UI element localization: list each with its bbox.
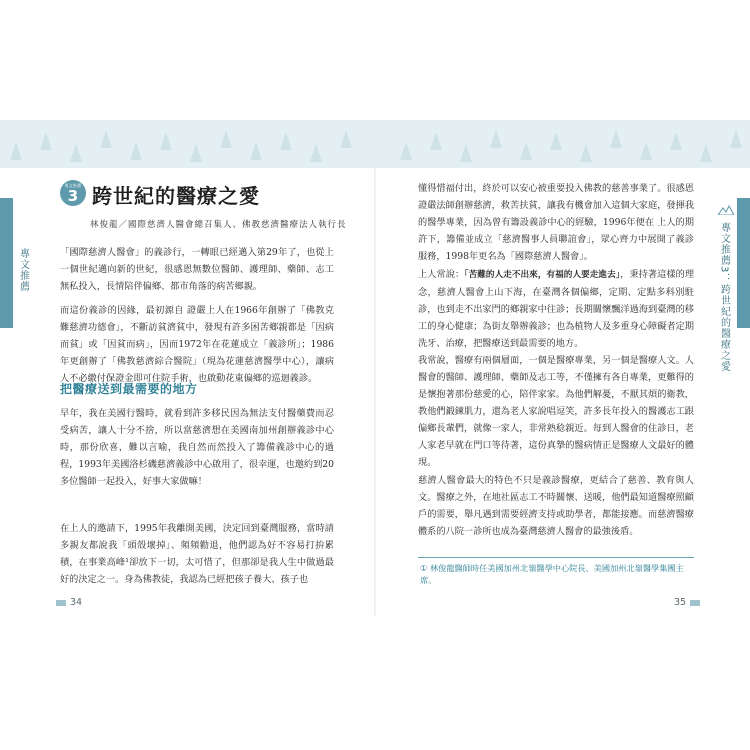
paragraph: 懂得惜福付出，終於可以安心被重要投入佛教的慈善事業了。很感恩證嚴法師創辦慈濟，救苦扶貧，讓我有機會加入這個大家庭，發揮我的醫學專業，因為曾有籌設義診中心的經驗，1996年便在 上人的期許下，籌備並成立「慈濟醫事人員聯誼會」，眾心齊力中展開了義診服務，1998年更名為「國際慈濟人醫會」。 bbox=[418, 183, 694, 262]
badge-label: 專文推薦 bbox=[64, 183, 82, 188]
paragraph: 「國際慈濟人醫會」的義診行，一轉眼已經邁入第29年了，也從上一個世紀邁向新的世紀，很感恩無數位醫師、護理師、藥師、志工無私投入，長情陪伴偏鄉、都市角落的病苦鄉親。 bbox=[60, 247, 334, 292]
paragraph: 我常說，醫療有兩個層面，一個是醫療專業，另一個是醫療人文。人醫會的醫師、護理師、藥師及志工等，不僅擁有各自專業，更難得的是懷抱著那份慈愛的心，陪伴家家。為他們解憂，不厭其煩的衛教，教他們鍛鍊肌力，還為老人家說唱逗笑，許多長年投入的醫護志工跟偏鄉長輩們，就像一家人，非常熟稔親近。每到人醫會的住診日，老人家老早就在門口等待著，這份真摯的醫病情正是醫療人文最好的體現。 bbox=[418, 355, 694, 468]
side-tab-left bbox=[0, 198, 13, 328]
page-number-value: 34 bbox=[70, 597, 83, 608]
badge-number: 3 bbox=[67, 187, 79, 205]
book-spine bbox=[374, 168, 376, 616]
section-heading: 把醫療送到最需要的地方 bbox=[60, 382, 198, 396]
page-marker bbox=[56, 600, 66, 606]
quote-lead: 上人常說： bbox=[418, 269, 465, 280]
side-label-right: 專文推薦3：跨世紀的醫療之愛 bbox=[718, 222, 730, 373]
footnote: ① 林俊龍醫師時任美國加州北嶺醫學中心院長、美國加州北嶺醫學集團主席。 bbox=[420, 563, 684, 585]
page-title: 跨世紀的醫療之愛 bbox=[92, 184, 260, 208]
mountain-icon bbox=[718, 205, 734, 215]
quote: 「苦難的人走不出來，有福的人要走進去」 bbox=[464, 270, 621, 280]
paragraph bbox=[418, 266, 694, 352]
paragraph: 在上人的邀請下，1995年我離開美國，決定回到臺灣服務，當時請多親友都說我「頭殼壞掉」、頻頻勸退，他們認為好不容易打拚累積，在事業高峰¹卻放下一切，太可惜了，但那卻是我人生中做過最好的決定之一。身為佛教徒，我認為已經把孩子養大、孩子也 bbox=[60, 523, 334, 585]
side-tab-right bbox=[737, 198, 750, 328]
header-band bbox=[0, 120, 750, 168]
chapter-badge bbox=[60, 180, 86, 206]
tree-pattern bbox=[0, 120, 750, 168]
page-marker bbox=[690, 600, 700, 606]
page-number-value: 35 bbox=[674, 597, 687, 608]
paragraph: 慈濟人醫會最大的特色不只是義診醫療，更結合了慈善、教育與人文。醫療之外，在地社區志工不時關懷、送暖，他們最知道醫療照顧戶的需要，舉凡遇到需要經濟支持或助學者，都能接應。而慈濟醫療體系的八院一診所也成為臺灣慈濟人醫會的最強後盾。 bbox=[418, 475, 694, 537]
side-label-left: 專文推薦 bbox=[17, 248, 29, 292]
paragraph: 早年，我在美國行醫時，就看到許多移民因為無法支付醫藥費而忍受病苦，讓人十分不捨，所以當慈濟想在美國南加州創辦義診中心時，那份欣喜，難以言喻，我自然而然投入了籌備義診中心的過程，1993年美國洛杉磯慈濟義診中心啟用了，很幸運，也邀約到20多位醫師一起投入，好事大家做嘛！ bbox=[60, 408, 334, 487]
quote-tail: ，秉持著這樣的理念，慈濟人醫會上山下海，在臺灣各個偏鄉，定期、定點多科別駐診，也到走不出家門的鄉親家中往診；長期關懷飄洋過海到臺灣的移工的身心健康；為街友舉辦義診；也為植物人及多重身心障礙者定期洗牙、治療，把醫療送到最需要的地方。 bbox=[418, 269, 695, 349]
footnote-divider bbox=[418, 557, 694, 558]
byline: 林俊龍／國際慈濟人醫會總召集人、佛教慈濟醫療法人執行長 bbox=[90, 220, 347, 230]
paragraph: 而這份義診的因緣，最初源自 證嚴上人在1966年創辦了「佛教克難慈濟功德會」，不斷訪貧濟貧中，發現有許多困苦鄉親都是「因病而貧」或「因貧而病」，因而1972年在花蓮成立「義診所」；1986年更創辦了「佛教慈濟綜合醫院」（現為花蓮慈濟醫學中心），讓病人不必繳付保證金即可住院手術，也啟動花東偏鄉的巡迴義診。 bbox=[60, 305, 334, 384]
page-number-right bbox=[674, 597, 704, 608]
page-number-left bbox=[52, 597, 82, 608]
